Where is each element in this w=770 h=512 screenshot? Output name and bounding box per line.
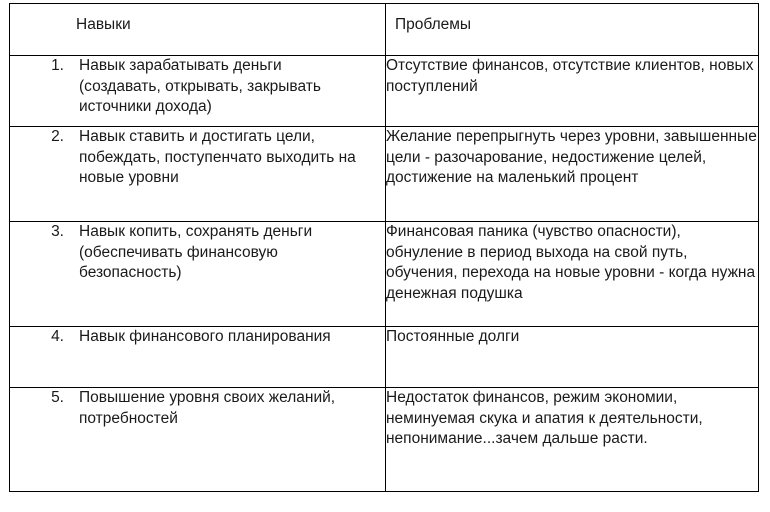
header-row bbox=[10, 4, 759, 56]
skill-text: Навык зарабатывать деньги (создавать, открывать, закрывать источники дохода) bbox=[79, 57, 321, 115]
row-number: 2. bbox=[51, 128, 64, 145]
table-row bbox=[10, 327, 759, 388]
problem-cell: Финансовая паника (чувство опасности), обнуление в период выхода на свой путь, обучения, перехода на новые уровни - когда нужна денежная подушка bbox=[386, 222, 759, 327]
skill-cell bbox=[10, 56, 386, 127]
table-row bbox=[10, 56, 759, 127]
skill-cell bbox=[10, 327, 386, 388]
skill-text: Навык финансового планирования bbox=[79, 328, 331, 345]
problem-cell: Желание перепрыгнуть через уровни, завышенные цели - разочарование, недостижение целей, достижение на маленький процент bbox=[386, 127, 759, 222]
header-skills: Навыки bbox=[10, 4, 386, 56]
skill-text: Навык копить, сохранять деньги (обеспечивать финансовую безопасность) bbox=[79, 223, 313, 281]
row-number: 4. bbox=[51, 328, 64, 345]
row-number: 1. bbox=[51, 57, 64, 74]
table-row bbox=[10, 222, 759, 327]
table-row bbox=[10, 388, 759, 492]
row-number: 5. bbox=[51, 389, 64, 406]
row-number: 3. bbox=[51, 223, 64, 240]
skill-cell bbox=[10, 127, 386, 222]
skill-text: Повышение уровня своих желаний, потребностей bbox=[79, 389, 336, 427]
skills-problems-table bbox=[9, 3, 759, 492]
skill-text: Навык ставить и достигать цели, побеждать, поступенчато выходить на новые уровни bbox=[79, 128, 356, 186]
header-problems: Проблемы bbox=[386, 4, 759, 56]
problem-cell: Постоянные долги bbox=[386, 327, 759, 388]
problem-cell: Недостаток финансов, режим экономии, неминуемая скука и апатия к деятельности, непонимание...зачем дальше расти. bbox=[386, 388, 759, 492]
problem-cell: Отсутствие финансов, отсутствие клиентов, новых поступлений bbox=[386, 56, 759, 127]
skill-cell bbox=[10, 388, 386, 492]
table-row bbox=[10, 127, 759, 222]
skill-cell bbox=[10, 222, 386, 327]
